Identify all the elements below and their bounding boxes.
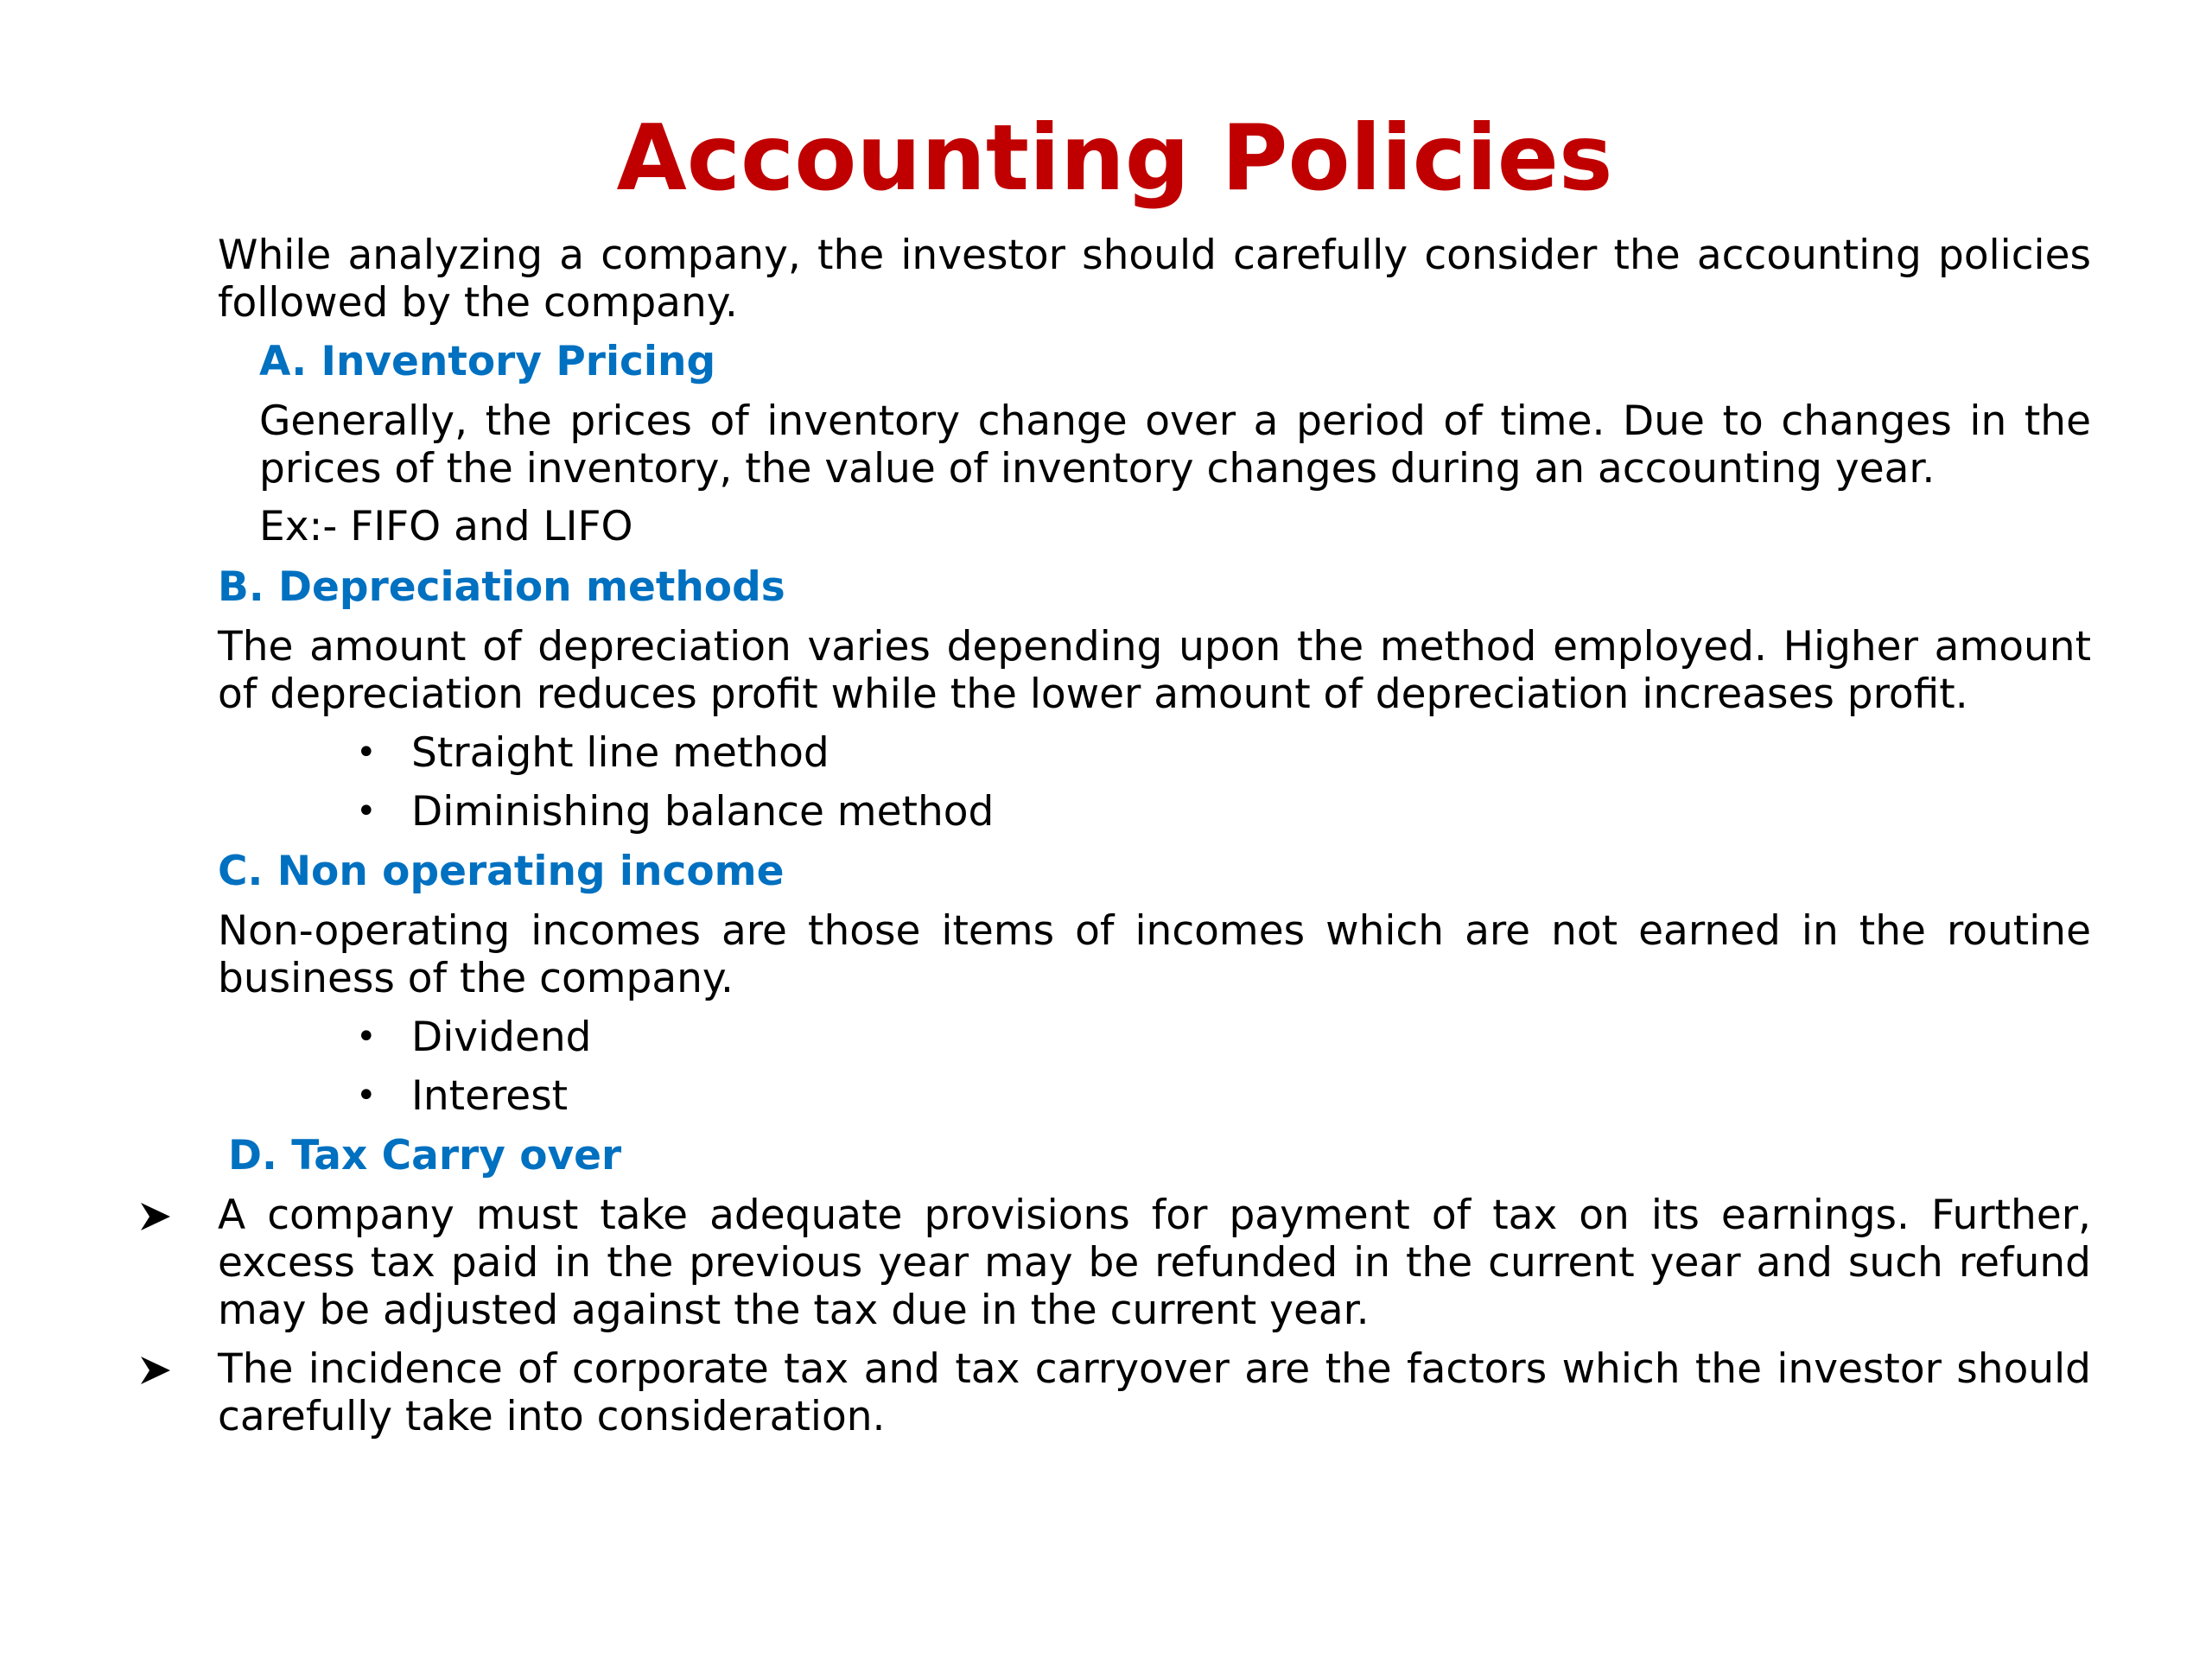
slide-title: Accounting Policies <box>616 105 1613 211</box>
section-b-heading: B. Depreciation methods <box>218 563 785 611</box>
section-a-example: Ex:- FIFO and LIFO <box>259 503 633 550</box>
list-item: Interest <box>411 1072 569 1120</box>
list-item: Straight line method <box>411 729 830 777</box>
point-paragraph: The incidence of corporate tax and tax carryover are the factors which the investor should carefully take into consideration. <box>218 1345 2091 1440</box>
point-paragraph: A company must take adequate provisions for payment of tax on its earnings. Further, excess tax paid in the previous year may be refunded in the current year and such refund may be adjusted against the tax due in the current year. <box>218 1192 2091 1334</box>
bullet-glyph: • <box>356 791 377 831</box>
section-a-heading: A. Inventory Pricing <box>259 338 716 385</box>
section-b-body: The amount of depreciation varies depending upon the method employed. Higher amount of depreciation reduces profit while the lower amount of depreciation increases profit. <box>218 623 2091 718</box>
list-item: Diminishing balance method <box>411 788 995 836</box>
list-item: Dividend <box>411 1014 592 1061</box>
section-c-heading: C. Non operating income <box>218 848 785 895</box>
section-a-body: Generally, the prices of inventory change over a period of time. Due to changes in the prices of the inventory, the value of inventory changes during an accounting year. <box>259 397 2091 493</box>
arrowhead-bullet-icon <box>138 1353 173 1388</box>
intro-paragraph: While analyzing a company, the investor should carefully consider the accounting policies followed by the company. <box>218 232 2091 327</box>
arrowhead-bullet-icon <box>138 1199 173 1234</box>
bullet-glyph: • <box>356 1076 377 1116</box>
section-c-body: Non-operating incomes are those items of incomes which are not earned in the routine business of the company. <box>218 907 2091 1002</box>
bullet-glyph: • <box>356 733 377 772</box>
bullet-glyph: • <box>356 1017 377 1057</box>
section-d-heading: D. Tax Carry over <box>228 1132 622 1179</box>
